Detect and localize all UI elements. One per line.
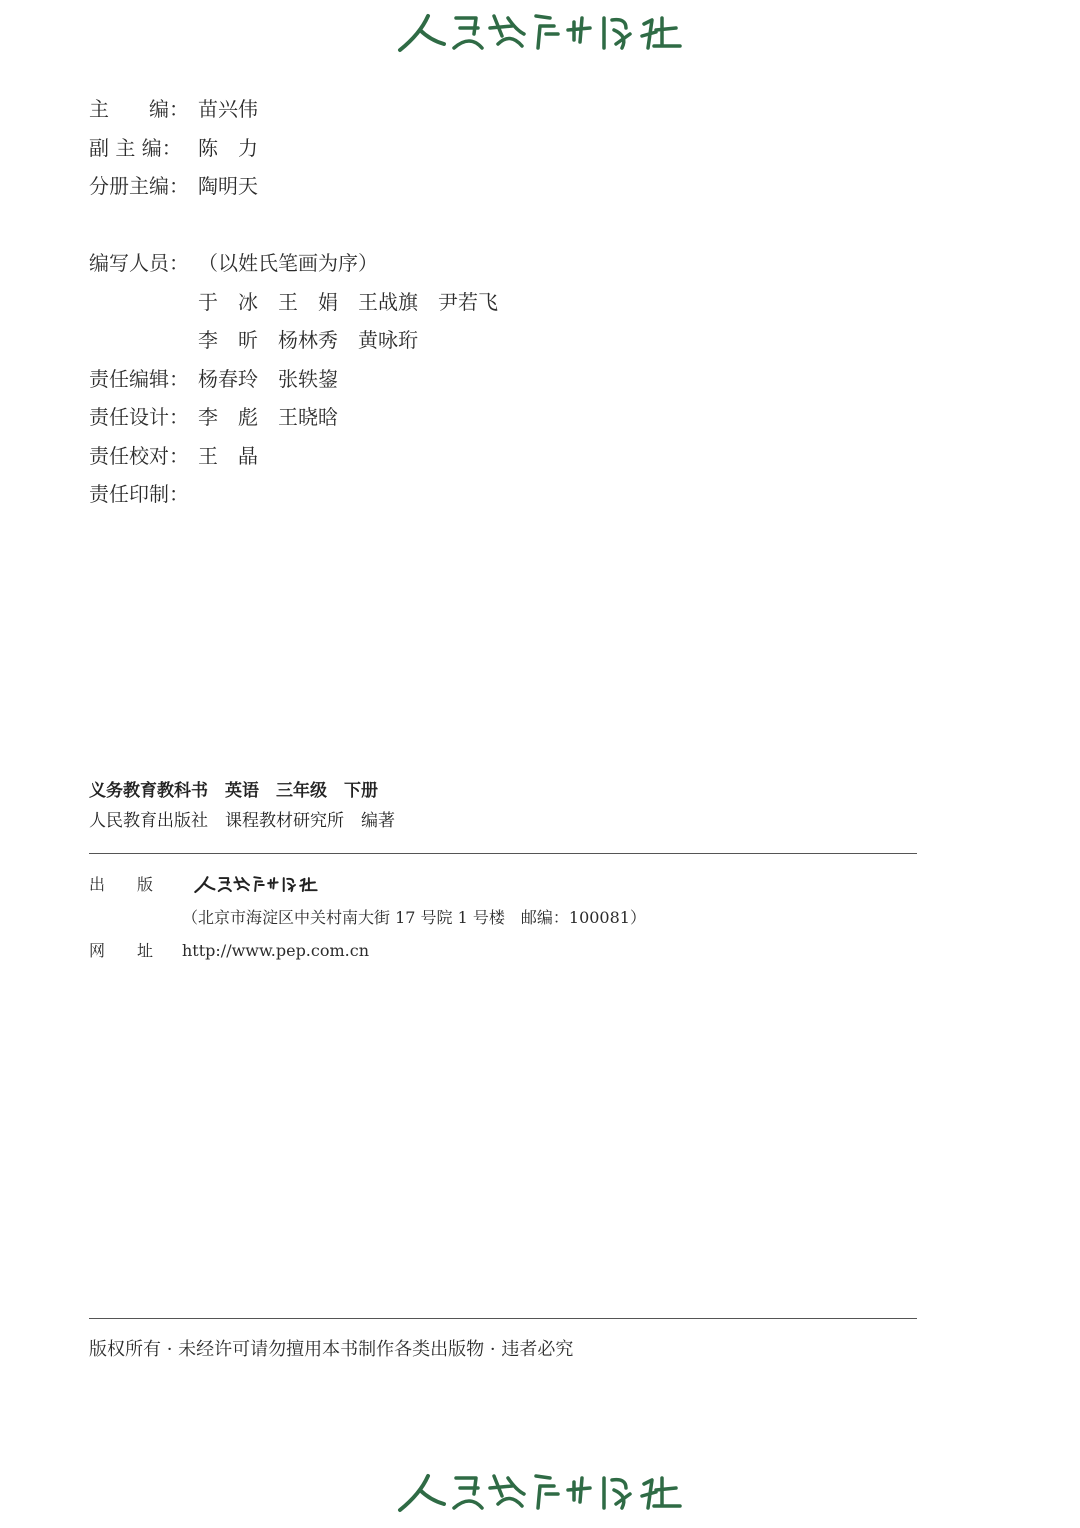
book-title: 义务教育教科书 英语 三年级 下册 — [89, 781, 378, 801]
responsible-editor-label: 责任编辑： — [89, 366, 189, 391]
responsible-editor-value: 杨春玲 张轶鋆 — [198, 366, 338, 391]
volume-editor-value: 陶明天 — [198, 174, 258, 198]
website-url[interactable]: http://www.pep.com.cn — [182, 941, 370, 960]
chief-editor-label: 主 编： — [89, 97, 189, 121]
divider-top — [89, 853, 917, 854]
book-info — [89, 776, 395, 836]
publisher-logo-bottom — [390, 1464, 690, 1524]
credit-responsible-design — [89, 398, 889, 437]
writers-note: （以姓氏笔画为序） — [198, 251, 378, 275]
credit-volume-editor — [89, 167, 889, 206]
website-label: 网 址 — [89, 941, 154, 960]
calligraphy-logo-icon — [390, 4, 690, 64]
spacer — [89, 206, 889, 245]
writers-names-2: 李 昕 杨林秀 黄咏珩 — [198, 328, 418, 352]
divider-bottom — [89, 1318, 917, 1319]
credit-responsible-proof — [89, 437, 889, 476]
writers-line-1 — [89, 283, 889, 322]
publisher-block — [89, 868, 646, 967]
book-authors: 人民教育出版社 课程教材研究所 编著 — [89, 811, 395, 831]
responsible-print-label: 责任印制： — [89, 482, 189, 506]
deputy-editor-value: 陈 力 — [198, 135, 258, 160]
responsible-design-value: 李 彪 王晓晗 — [198, 405, 338, 429]
credits-block — [89, 90, 889, 514]
publisher-label: 出 版 — [89, 875, 154, 894]
deputy-editor-label: 副 主 编： — [89, 135, 182, 160]
credit-writers — [89, 244, 889, 283]
writers-line-2 — [89, 321, 889, 360]
credit-chief-editor — [89, 90, 889, 129]
copyright-notice: 版权所有 · 未经许可请勿擅用本书制作各类出版物 · 违者必究 — [89, 1339, 574, 1360]
publisher-address-row — [89, 901, 646, 934]
responsible-proof-label: 责任校对： — [89, 443, 189, 468]
chief-editor-value: 苗兴伟 — [198, 97, 258, 121]
publisher-row — [89, 868, 646, 901]
publisher-logo-top — [390, 4, 690, 64]
responsible-design-label: 责任设计： — [89, 405, 189, 429]
publisher-logo-small — [182, 872, 330, 898]
writers-label: 编写人员： — [89, 251, 189, 275]
credit-responsible-editor — [89, 360, 889, 399]
responsible-proof-value: 王 晶 — [198, 443, 258, 468]
publisher-address: （北京市海淀区中关村南大街 17 号院 1 号楼 邮编：100081） — [182, 908, 646, 927]
credit-responsible-print — [89, 475, 889, 514]
calligraphy-logo-icon — [390, 1464, 690, 1524]
volume-editor-label: 分册主编： — [89, 174, 189, 198]
website-row — [89, 934, 646, 967]
credit-deputy-editor — [89, 129, 889, 168]
calligraphy-logo-icon — [182, 872, 330, 898]
writers-names-1: 于 冰 王 娟 王战旗 尹若飞 — [198, 289, 498, 314]
